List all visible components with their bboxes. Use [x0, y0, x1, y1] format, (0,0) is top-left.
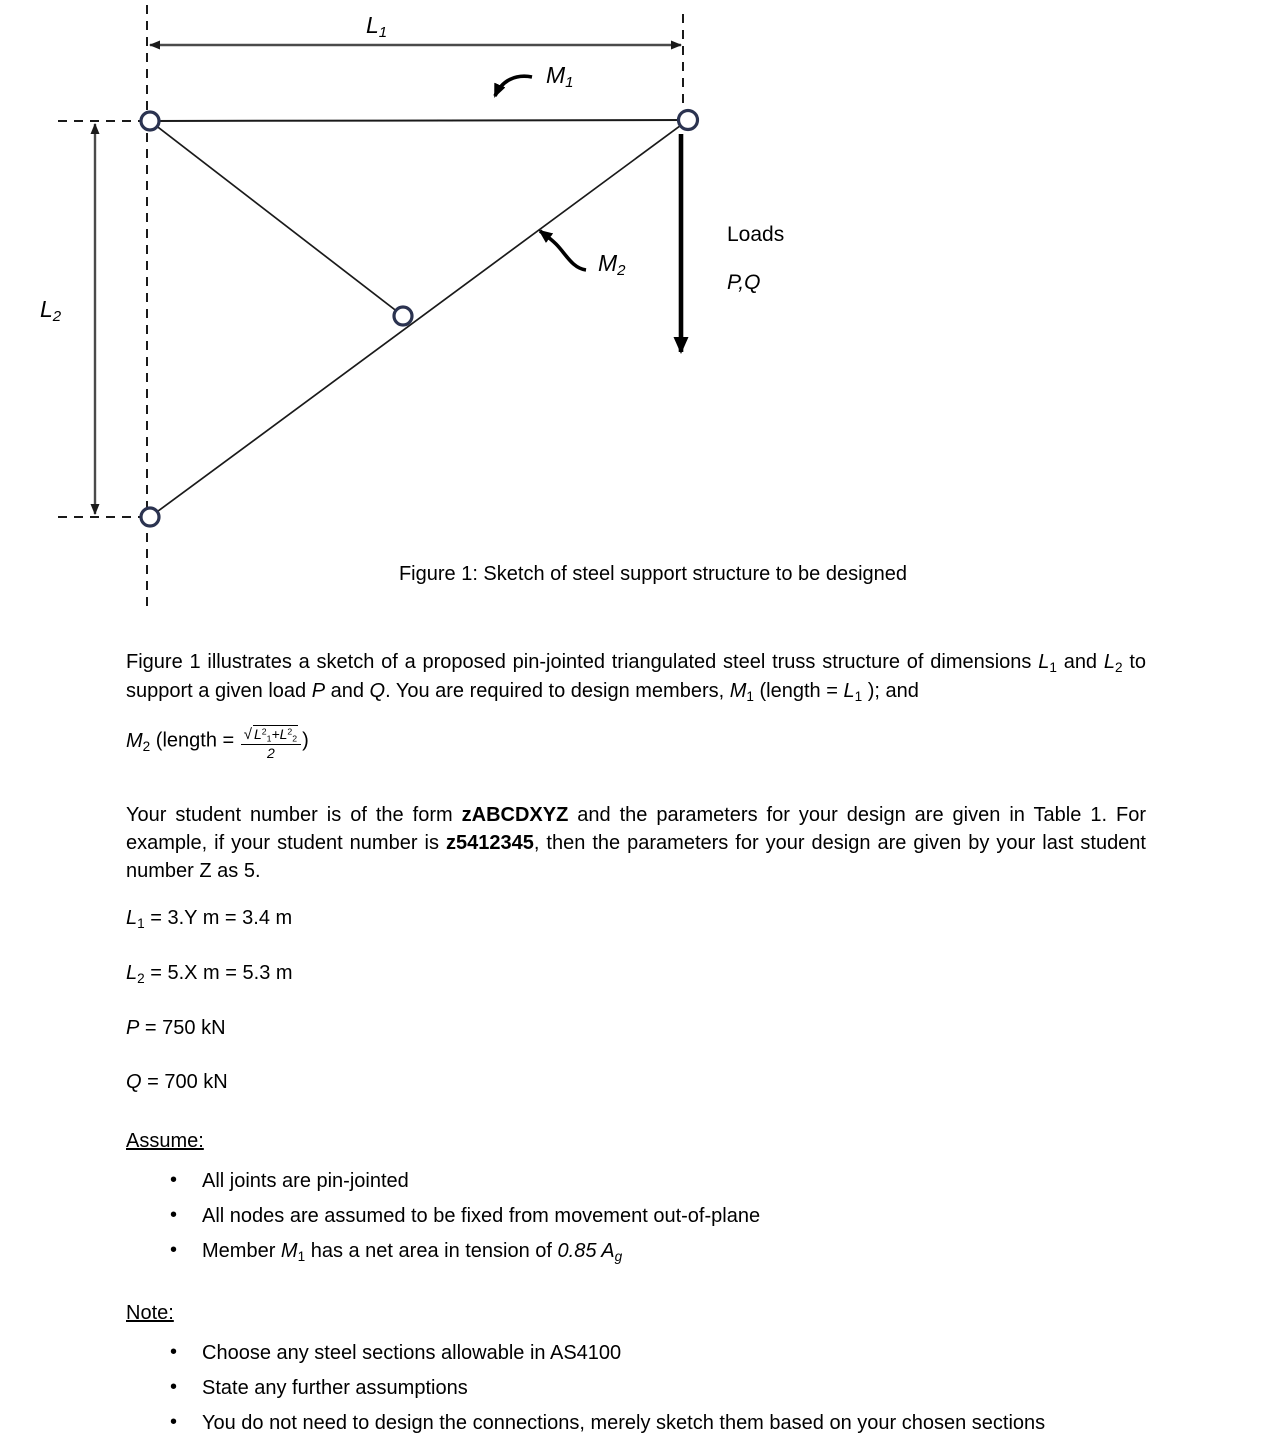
assume-section — [126, 1123, 1146, 1267]
node-middle — [394, 307, 412, 325]
figure-1-diagram — [0, 0, 1286, 620]
fraction-numerator: √ $L^21+L^22$ — [241, 724, 301, 745]
list-item: • Member M1 has a net area in tension of 0.85 $A_g$ — [202, 1237, 1146, 1267]
document-body — [126, 648, 1146, 1444]
assume-bullet-list — [126, 1167, 1146, 1267]
load-symbols-label: P,Q — [727, 271, 761, 294]
dimension-label-L1: $L_1$ — [366, 12, 388, 41]
note-bullet-list — [126, 1339, 1146, 1438]
list-item: • Choose any steel sections allowable in AS4100 — [202, 1339, 1146, 1368]
parameter-list — [126, 904, 1146, 1097]
member-web-brace — [150, 121, 403, 316]
symbol-L1-length: L1 — [843, 680, 863, 704]
truss-members — [150, 120, 688, 517]
intro-paragraph — [126, 648, 1146, 761]
symbol-P-inline: P — [311, 680, 326, 703]
m1-leader-arrow — [495, 76, 532, 96]
symbol-L1-inline: L1 — [1038, 651, 1057, 675]
list-item: • All nodes are assumed to be fixed from movement out-of-plane — [202, 1202, 1146, 1231]
student-number-example: z5412345 — [445, 831, 534, 854]
member-M2-diagonal — [150, 120, 688, 517]
parameter-L2: L2 = 5.X m = 5.3 m — [126, 961, 293, 986]
m2-length-fraction — [241, 724, 301, 760]
note-heading: Note: — [126, 1301, 174, 1324]
m2-length-formula-line: M2 (length = $\frac{√ L^21+L^22}{2}$ ) — [126, 726, 309, 761]
m2-leader-arrow — [540, 231, 586, 270]
assume-heading: Assume: — [126, 1129, 204, 1152]
list-item: • You do not need to design the connections, merely sketch them based on your chosen sections — [202, 1409, 1146, 1438]
student-number-format: zABCDXYZ — [461, 803, 569, 826]
member-label-M1: $M_1$ — [546, 62, 574, 91]
intro-line-1: Figure 1 illustrates a sketch of a proposed pin-jointed triangulated steel truss structure of dimensions L1 and L2 to support a given load P and Q. You are required to design members, M1 (length = L1 ); and — [126, 651, 1146, 704]
note-section — [126, 1295, 1146, 1438]
symbol-Q-inline: Q — [369, 680, 386, 703]
parameter-P: P = 750 kN — [126, 1016, 226, 1039]
node-top-left — [141, 112, 159, 130]
loads-label: Loads — [727, 223, 785, 246]
node-top-right — [679, 111, 698, 130]
list-item: • State any further assumptions — [202, 1374, 1146, 1403]
student-number-paragraph: Your student number is of the form zABCDXYZ and the parameters for your design are given in Table 1. For example, if your student number is z5412345, then the parameters for your design are given by your last student number Z as 5. — [126, 803, 1146, 883]
radicand: $L^21+L^22$ — [253, 726, 298, 744]
truss-sketch-svg — [0, 0, 1286, 620]
member-label-M2: $M_2$ — [598, 250, 626, 279]
figure-caption: Figure 1: Sketch of steel support structure to be designed — [398, 563, 908, 585]
member-M1-top-chord — [150, 120, 688, 121]
dimension-label-L2: $L_2$ — [40, 296, 62, 325]
symbol-M2-inline: M2 — [126, 729, 151, 754]
parameter-Q: Q = 700 kN — [126, 1071, 228, 1094]
node-bottom-left — [141, 508, 159, 526]
fraction-denominator: 2 — [267, 744, 275, 761]
symbol-M1-inline: M1 — [729, 680, 754, 704]
net-area-value: 0.85 $A_g$ — [557, 1240, 623, 1264]
list-item: • All joints are pin-jointed — [202, 1167, 1146, 1196]
symbol-L2-inline: L2 — [1103, 651, 1123, 675]
symbol-M1-assume: M1 — [280, 1240, 306, 1264]
parameter-L1: L1 = 3.Y m = 3.4 m — [126, 906, 293, 931]
